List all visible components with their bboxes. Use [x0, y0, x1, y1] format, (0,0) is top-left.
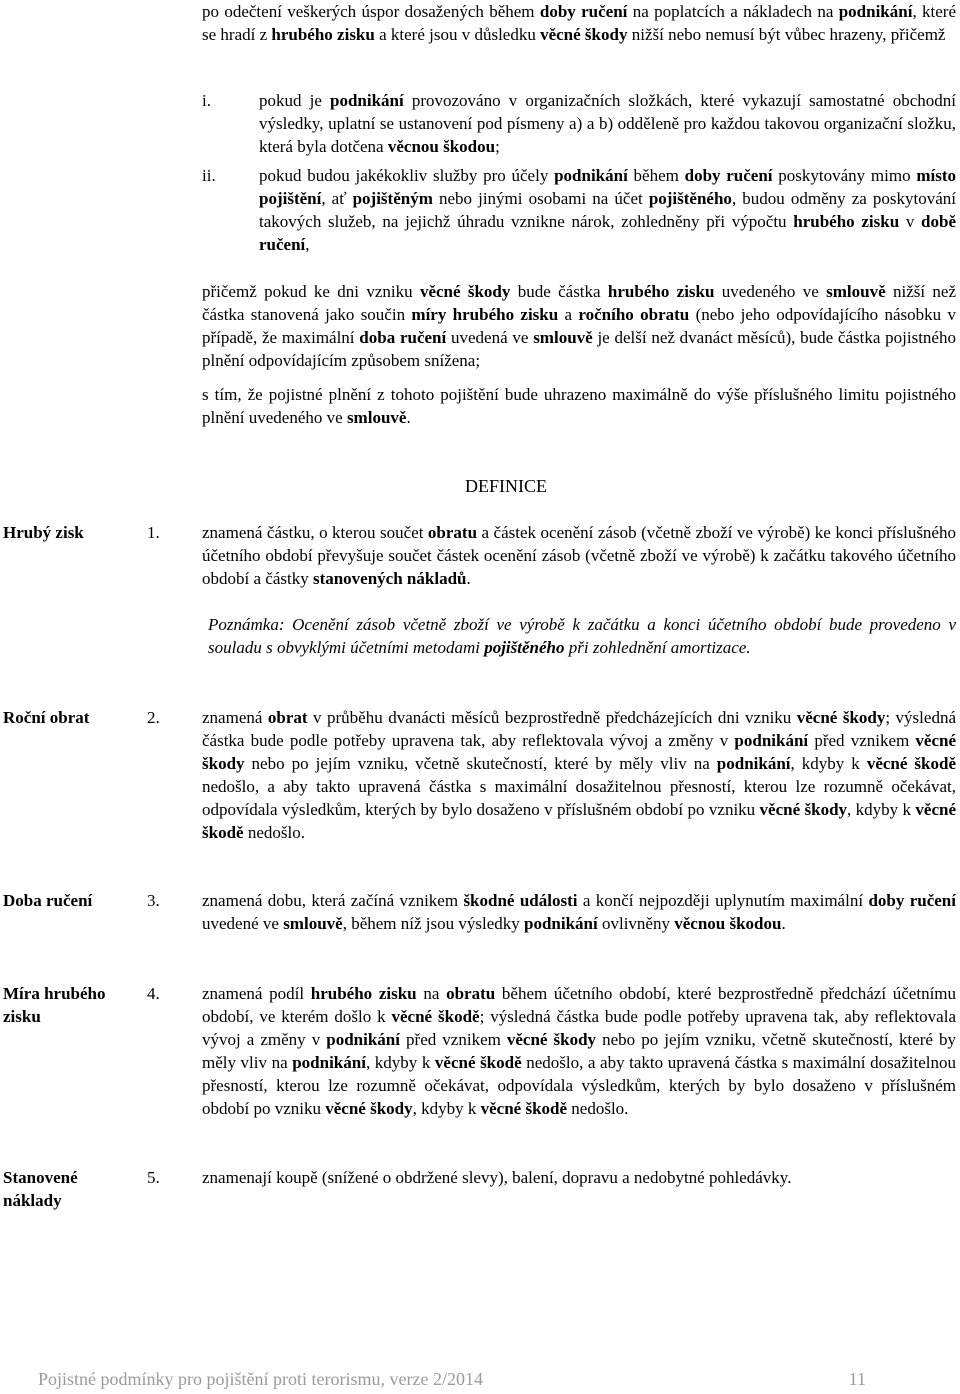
defined-term: věcné škodě	[866, 754, 956, 773]
defined-term: doby ručení	[684, 166, 773, 185]
section-heading: DEFINICE	[465, 476, 547, 496]
defined-term: době ručení	[259, 212, 957, 254]
definition-text: znamená částku, o kterou součet obratu a částek ocenění zásob (včetně zboží ve výrobě) ke konci příslušného účetního období převyšuje součet částek ocenění zásob (včetně zboží ve výrobě) k začátku takového účetního období a částky stanovených nákladů.	[202, 523, 956, 588]
defined-term: obratu	[427, 523, 478, 542]
defined-term: míry hrubého zisku	[411, 305, 559, 324]
defined-term: podnikání	[330, 91, 404, 110]
list-item-number: i.	[202, 91, 211, 110]
definition-number: 3.	[147, 891, 160, 910]
list-item-text: pokud budou jakékokliv služby pro účely podnikání během doby ručení poskytovány mimo místo pojištění, ať pojištěným nebo jinými osobami na účet pojištěného, budou odměny za poskytování takových služeb, na jejichž úhradu vznikne nárok, zohledněny při výpočtu hrubého zisku v době ručení,	[259, 166, 957, 254]
defined-term: podnikání	[838, 2, 913, 21]
defined-term: ročního obratu	[578, 305, 690, 324]
definition-note	[202, 613, 956, 659]
page-number: 11	[848, 1369, 866, 1389]
defined-term: smlouvě	[826, 282, 886, 301]
definition-number: 2.	[147, 708, 160, 727]
definition-term: Stanovené náklady	[3, 1168, 78, 1210]
defined-term: obratu	[446, 984, 496, 1003]
defined-term: podnikání	[524, 914, 598, 933]
defined-term: smlouvě	[533, 328, 593, 347]
defined-term: doba ručení	[359, 328, 447, 347]
defined-term: věcné škodě	[434, 1053, 522, 1072]
defined-term: věcné škody	[419, 282, 511, 301]
defined-term: hrubého zisku	[271, 25, 375, 44]
defined-term: hrubého zisku	[607, 282, 715, 301]
defined-term: doby ručení	[539, 2, 628, 21]
definition-term: Doba ručení	[3, 891, 93, 910]
definition-term: Roční obrat	[3, 708, 90, 727]
defined-term: místo pojištění	[259, 166, 956, 208]
list-item-number: ii.	[202, 166, 216, 185]
defined-term: stanovených nákladů	[312, 569, 467, 588]
defined-term: věcnou škodou	[387, 137, 496, 156]
defined-term: podnikání	[326, 1030, 400, 1049]
list-item-text: pokud je podnikání provozováno v organizačních složkách, které vykazují samostatné obchodní výsledky, uplatní se ustanovení pod písmeny a) a b) odděleně pro každou takovou organizační složku, která byla dotčena věcnou škodou;	[259, 91, 956, 156]
defined-term: podnikání	[554, 166, 628, 185]
defined-term: smlouvě	[283, 914, 343, 933]
definition-text: znamená podíl hrubého zisku na obratu během účetního období, které bezprostředně předchází účetnímu období, ve kterém došlo k věcné škodě; výsledná částka bude podle potřeby upravena tak, aby reflektovala vývoj a změny v podnikání před vznikem věcné škody nebo po jejím vzniku, včetně skutečností, které by měly vliv na podnikání, kdyby k věcné škodě nedošlo, a aby takto upravená částka s maximální dosažitelnou přesností, kterou lze rozumně očekávat, odpovídala výsledkům, kterých by bylo dosaženo v příslušném období po vzniku věcné škody, kdyby k věcné škodě nedošlo.	[202, 984, 957, 1118]
defined-term: věcné škody	[506, 1030, 597, 1049]
page-footer	[38, 1367, 918, 1391]
defined-term: věcné škodě	[480, 1099, 568, 1118]
definition-text: znamená obrat v průběhu dvanácti měsíců bezprostředně předcházejících dni vzniku věcné škody; výsledná částka bude podle potřeby upravena tak, aby reflektovala vývoj a změny v podnikání před vznikem věcné škody nebo po jejím vzniku, včetně skutečností, které by měly vliv na podnikání, kdyby k věcné škodě nedošlo, a aby takto upravená částka s maximální dosažitelnou přesností, kterou lze rozumně očekávat, odpovídala výsledkům, kterých by bylo dosaženo v příslušném období po vzniku věcné škody, kdyby k věcné škodě nedošlo.	[202, 708, 957, 842]
defined-term: věcné škodě	[391, 1007, 480, 1026]
defined-term: věcnou škodou	[674, 914, 782, 933]
reduction-paragraph: přičemž pokud ke dni vzniku věcné škody bude částka hrubého zisku uvedeného ve smlouvě nižší než částka stanovená jako součin míry hrubého zisku a ročního obratu (nebo jeho odpovídajícího násobku v případě, že maximální doba ručení uvedená ve smlouvě je delší než dvanáct měsíců), bude částka pojistného plnění odpovídajícím způsobem snížena;	[202, 282, 957, 370]
definition-number: 5.	[147, 1168, 160, 1187]
intro-paragraph: po odečtení veškerých úspor dosažených během doby ručení na poplatcích a nákladech na podnikání, které se hradí z hrubého zisku a které jsou v důsledku věcné škody nižší nebo nemusí být vůbec hrazeny, přičemž	[202, 2, 956, 44]
defined-term: obrat	[267, 708, 308, 727]
note-text: Poznámka: Ocenění zásob včetně zboží ve výrobě k začátku a konci účetního období bude provedeno v souladu s obvyklými účetními metodami pojištěného při zohlednění amortizace.	[208, 615, 956, 657]
defined-term: podnikání	[292, 1053, 366, 1072]
definition-term: Hrubý zisk	[3, 523, 84, 542]
defined-term: hrubého zisku	[310, 984, 417, 1003]
defined-term: pojištěného	[484, 638, 565, 657]
defined-term: věcné škody	[202, 731, 956, 773]
defined-term: věcné škody	[325, 1099, 413, 1118]
defined-term: doby ručení	[868, 891, 956, 910]
defined-term: podnikání	[716, 754, 791, 773]
definition-number: 4.	[147, 984, 160, 1003]
defined-term: podnikání	[734, 731, 809, 750]
limit-paragraph: s tím, že pojistné plnění z tohoto pojištění bude uhrazeno maximálně do výše příslušného limitu pojistného plnění uvedeného ve smlouvě.	[202, 385, 956, 427]
defined-term: věcné škody	[759, 800, 848, 819]
defined-term: hrubého zisku	[793, 212, 900, 231]
defined-term: věcné škody	[540, 25, 628, 44]
footer-title: Pojistné podmínky pro pojištění proti terorismu, verze 2/2014	[38, 1369, 483, 1389]
defined-term: pojištěným	[352, 189, 433, 208]
defined-term: smlouvě	[346, 408, 407, 427]
defined-term: věcné škody	[796, 708, 886, 727]
definition-number: 1.	[147, 523, 160, 542]
defined-term: škodné události	[463, 891, 578, 910]
definition-term: Míra hrubého zisku	[3, 984, 106, 1026]
definition-text: znamenají koupě (snížené o obdržené slevy), balení, dopravu a nedobytné pohledávky.	[202, 1168, 792, 1187]
defined-term: věcné škodě	[202, 800, 957, 842]
definition-text: znamená dobu, která začíná vznikem škodné události a končí nejpozději uplynutím maximální doby ručení uvedené ve smlouvě, během níž jsou výsledky podnikání ovlivněny věcnou škodou.	[202, 891, 956, 933]
defined-term: pojištěného	[648, 189, 732, 208]
